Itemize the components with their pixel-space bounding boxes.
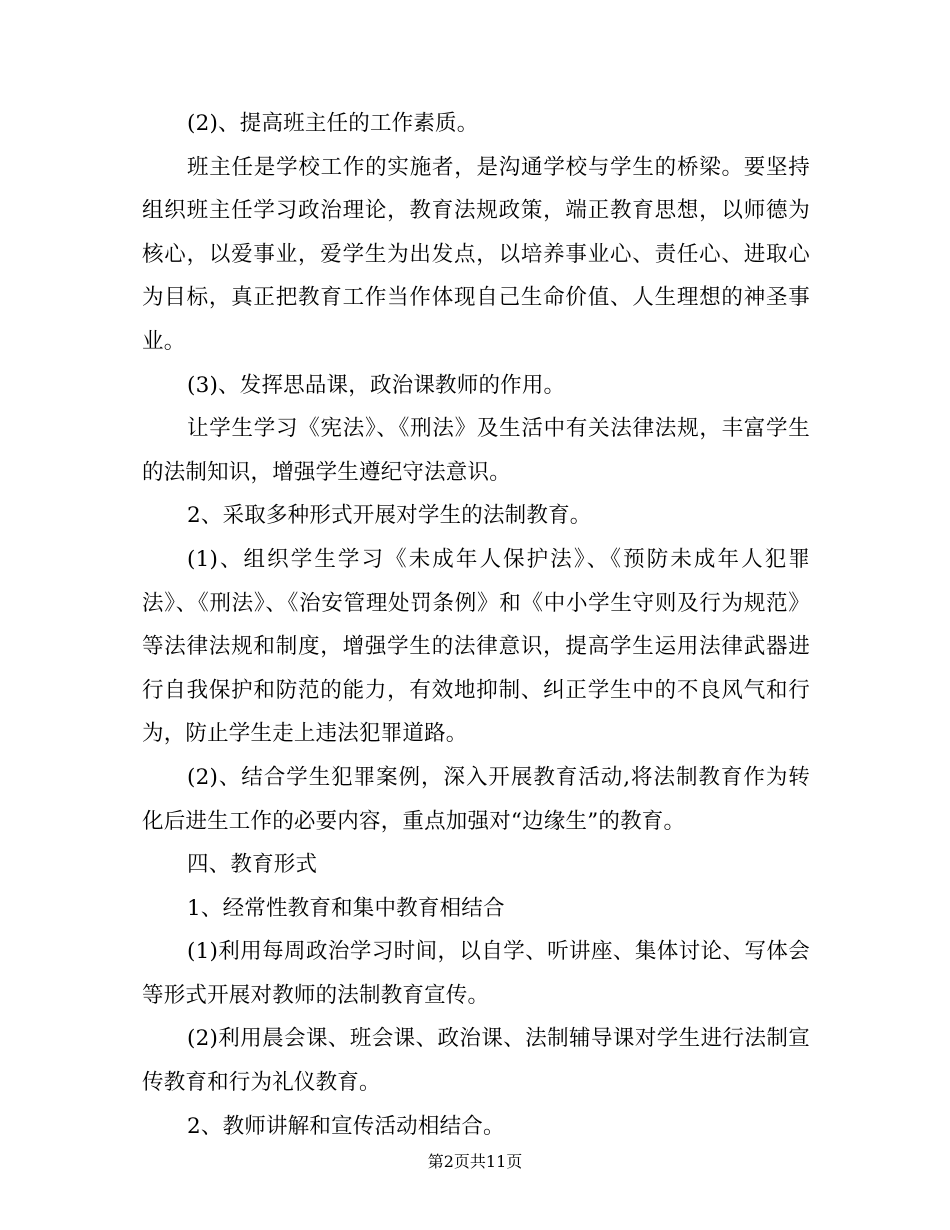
- paragraph-subitem-2: (2)利用晨会课、班会课、政治课、法制辅导课对学生进行法制宣传教育和行为礼仪教育。: [142, 1026, 810, 1096]
- page-number-footer: 第2页共11页: [427, 1152, 523, 1171]
- paragraph-subsection-2: 2、教师讲解和宣传活动相结合。: [187, 1113, 505, 1139]
- paragraph-item-1: (1)、组织学生学习《未成年人保护法》、《预防未成年人犯罪法》、《刑法》、《治安管理处罚条例》和《中小学生守则及行为规范》等法律法规和制度，增强学生的法律意识，提高学生运用法律武器进行自我保护和防范的能力，有效地抑制、纠正学生中的不良风气和行为，防止学生走上违法犯罪道路。: [142, 546, 810, 747]
- paragraph-law-study: 让学生学习《宪法》、《刑法》及生活中有关法律法规，丰富学生的法制知识，增强学生遵纪守法意识。: [142, 416, 810, 485]
- paragraph-heading-3: (3)、发挥思品课，政治课教师的作用。: [187, 372, 566, 398]
- paragraph-class-teacher: 班主任是学校工作的实施者，是沟通学校与学生的桥梁。要坚持组织班主任学习政治理论，教育法规政策，端正教育思想，以师德为核心，以爱事业，爱学生为出发点，以培养事业心、责任心、进取心为目标，真正把教育工作当作体现自己生命价值、人生理想的神圣事业。: [142, 154, 810, 354]
- paragraph-heading-2: (2)、提高班主任的工作素质。: [187, 111, 479, 136]
- paragraph-section-four: 四、教育形式: [187, 852, 318, 878]
- paragraph-subsection-1: 1、经常性教育和集中教育相结合: [187, 895, 505, 921]
- paragraph-subitem-1: (1)利用每周政治学习时间，以自学、听讲座、集体讨论、写体会等形式开展对教师的法制教育宣传。: [142, 939, 810, 1008]
- paragraph-section-2: 2、采取多种形式开展对学生的法制教育。: [187, 503, 592, 529]
- document-body: [142, 102, 810, 1148]
- paragraph-item-2: (2)、结合学生犯罪案例，深入开展教育活动,将法制教育作为转化后进生工作的必要内容，重点加强对“边缘生”的教育。: [142, 764, 810, 834]
